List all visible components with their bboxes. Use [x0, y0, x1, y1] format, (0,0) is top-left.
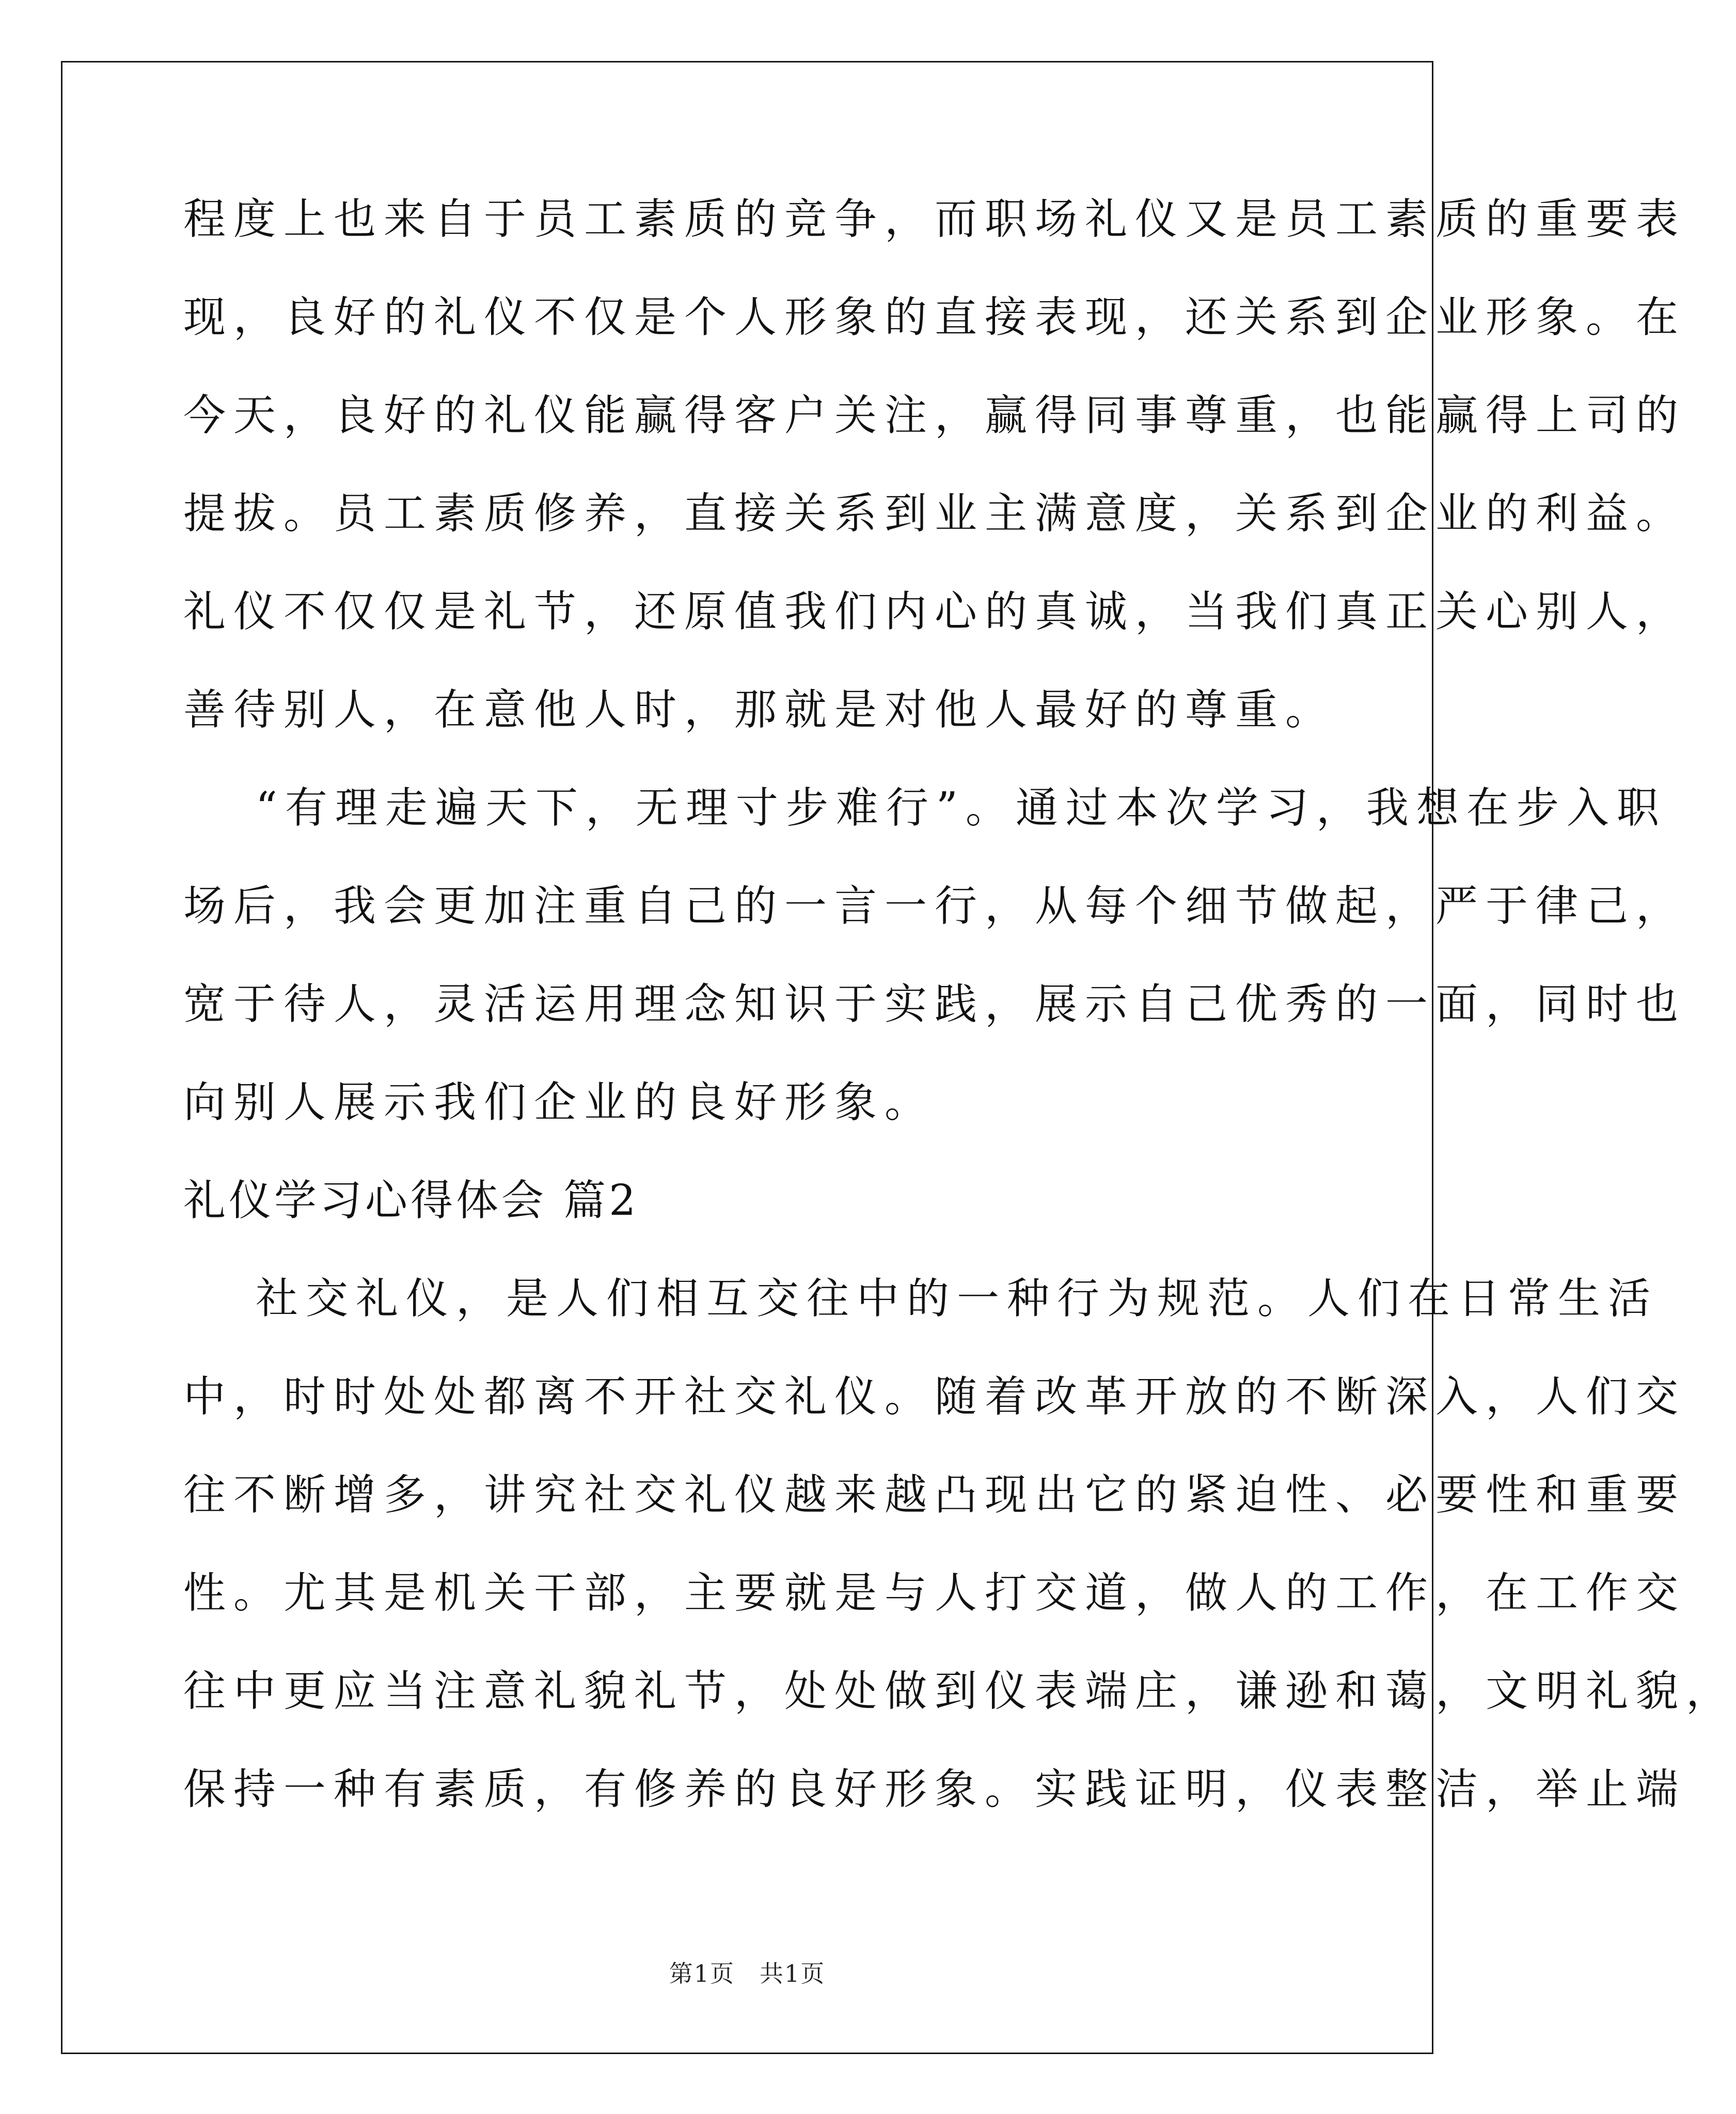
paragraph-line: 宽于待人，灵活运用理念知识于实践，展示自己优秀的一面，同时也: [183, 980, 1686, 1029]
paragraph-line: 提拔。员工素质修养，直接关系到业主满意度，关系到企业的利益。: [183, 489, 1686, 538]
paragraph-line: 现，良好的礼仪不仅是个人形象的直接表现，还关系到企业形象。在: [183, 293, 1686, 342]
section-heading: 礼仪学习心得体会 篇2: [183, 1176, 639, 1225]
paragraph-line: 性。尤其是机关干部，主要就是与人打交道，做人的工作，在工作交: [183, 1569, 1686, 1618]
paragraph-line: 场后，我会更加注重自己的一言一行，从每个细节做起，严于律己，: [183, 882, 1686, 931]
document-body: [183, 191, 1736, 1859]
paragraph-line: 中，时时处处都离不开社交礼仪。随着改革开放的不断深入，人们交: [183, 1372, 1686, 1421]
paragraph-line: 往不断增多，讲究社交礼仪越来越凸现出它的紧迫性、必要性和重要: [183, 1470, 1686, 1520]
paragraph-line: 程度上也来自于员工素质的竞争，而职场礼仪又是员工素质的重要表: [183, 195, 1686, 244]
paragraph-line: 礼仪不仅仅是礼节，还原值我们内心的真诚，当我们真正关心别人，: [183, 587, 1686, 636]
page-number: 第1页 共1页: [669, 1960, 826, 1987]
paragraph-line: 今天，良好的礼仪能赢得客户关注，赢得同事尊重，也能赢得上司的: [183, 391, 1686, 440]
paragraph-line: 往中更应当注意礼貌礼节，处处做到仪表端庄，谦逊和蔼，文明礼貌，: [183, 1667, 1736, 1716]
paragraph-line: 向别人展示我们企业的良好形象。: [183, 1078, 935, 1127]
paragraph-line: “有理走遍天下，无理寸步难行”。通过本次学习，我想在步入职: [256, 784, 1667, 833]
paragraph-line: 保持一种有素质，有修养的良好形象。实践证明，仪表整洁，举止端: [183, 1765, 1686, 1814]
paragraph-line: 社交礼仪，是人们相互交往中的一种行为规范。人们在日常生活: [256, 1274, 1659, 1323]
paragraph-line: 善待别人，在意他人时，那就是对他人最好的尊重。: [183, 685, 1336, 734]
